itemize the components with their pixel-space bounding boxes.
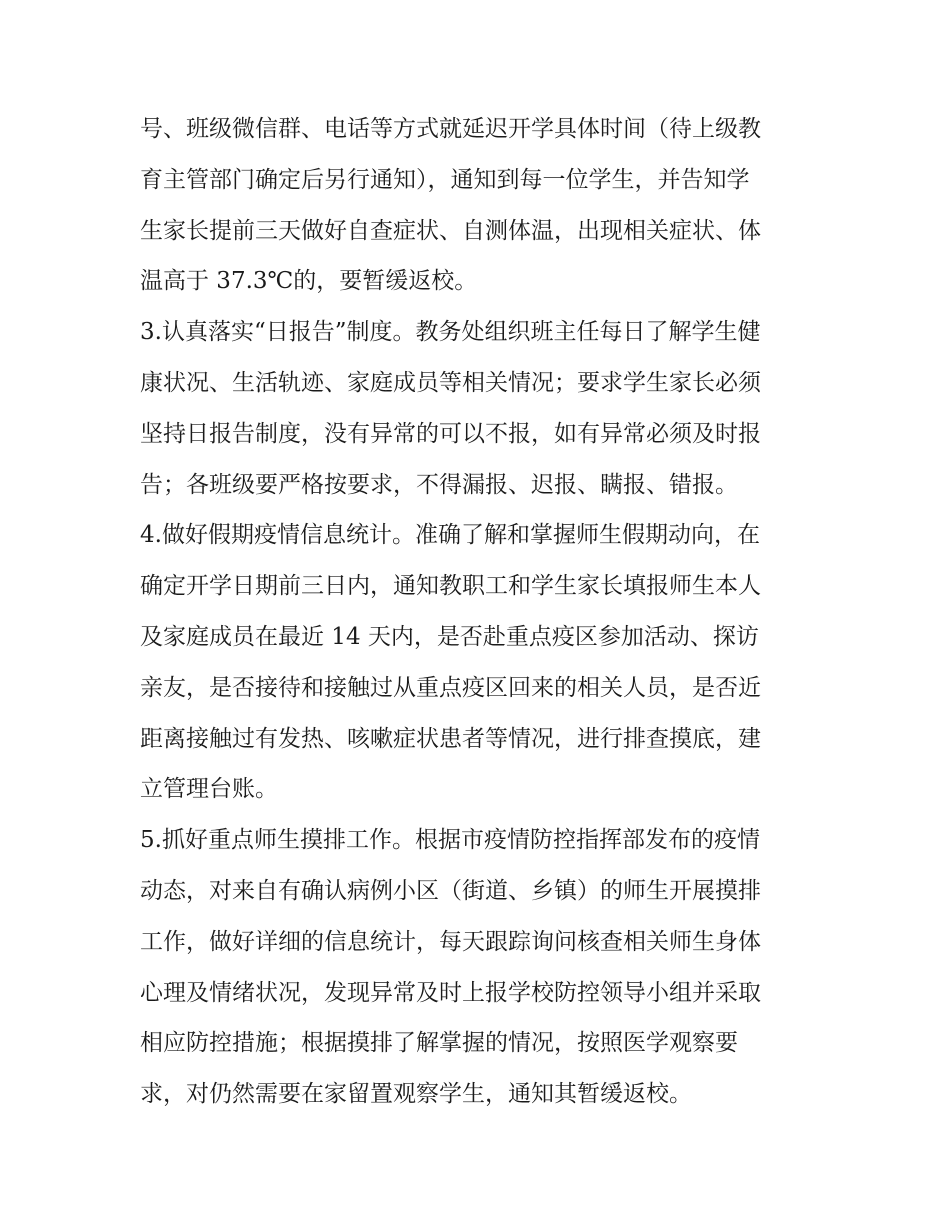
text-line: 及家庭成员在最近 14 天内，是否赴重点疫区参加活动、探访 bbox=[140, 623, 759, 650]
text-line: 心理及情绪状况，发现异常及时上报学校防控领导小组并采取 bbox=[140, 979, 761, 1006]
text-line: 育主管部门确定后另行通知），通知到每一位学生，并告知学 bbox=[140, 166, 750, 193]
section-4-heading-line: 4.做好假期疫情信息统计。准确了解和掌握师生假期动向，在 bbox=[140, 522, 760, 549]
text-line: 坚持日报告制度，没有异常的可以不报，如有异常必须及时报 bbox=[140, 420, 761, 447]
text-line: 康状况、生活轨迹、家庭成员等相关情况；要求学生家长必须 bbox=[140, 369, 761, 396]
section-3-heading-line: 3.认真落实“日报告”制度。教务处组织班主任每日了解学生健 bbox=[140, 319, 761, 346]
text-line: 工作，做好详细的信息统计，每天跟踪询问核查相关师生身体 bbox=[140, 928, 761, 955]
text-line: 动态，对来自有确认病例小区（街道、乡镇）的师生开展摸排 bbox=[140, 877, 761, 904]
document-body bbox=[140, 104, 820, 1120]
section-5-heading-line: 5.抓好重点师生摸排工作。根据市疫情防控指挥部发布的疫情 bbox=[140, 827, 760, 854]
text-line: 求，对仍然需要在家留置观察学生，通知其暂缓返校。 bbox=[140, 1081, 692, 1108]
text-line: 确定开学日期前三日内，通知教职工和学生家长填报师生本人 bbox=[140, 573, 761, 600]
text-line: 温高于 37.3℃的，要暂缓返校。 bbox=[140, 268, 478, 295]
text-line: 距离接触过有发热、咳嗽症状患者等情况，进行排查摸底，建 bbox=[140, 725, 761, 752]
text-line: 生家长提前三天做好自查症状、自测体温，出现相关症状、体 bbox=[140, 217, 761, 244]
text-line: 告；各班级要严格按要求，不得漏报、迟报、瞒报、错报。 bbox=[140, 471, 738, 498]
text-line: 相应防控措施；根据摸排了解掌握的情况，按照医学观察要 bbox=[140, 1030, 738, 1057]
text-line: 立管理台账。 bbox=[140, 776, 278, 803]
text-line: 号、班级微信群、电话等方式就延迟开学具体时间（待上级教 bbox=[140, 116, 761, 142]
text-line: 亲友，是否接待和接触过从重点疫区回来的相关人员，是否近 bbox=[140, 674, 761, 701]
